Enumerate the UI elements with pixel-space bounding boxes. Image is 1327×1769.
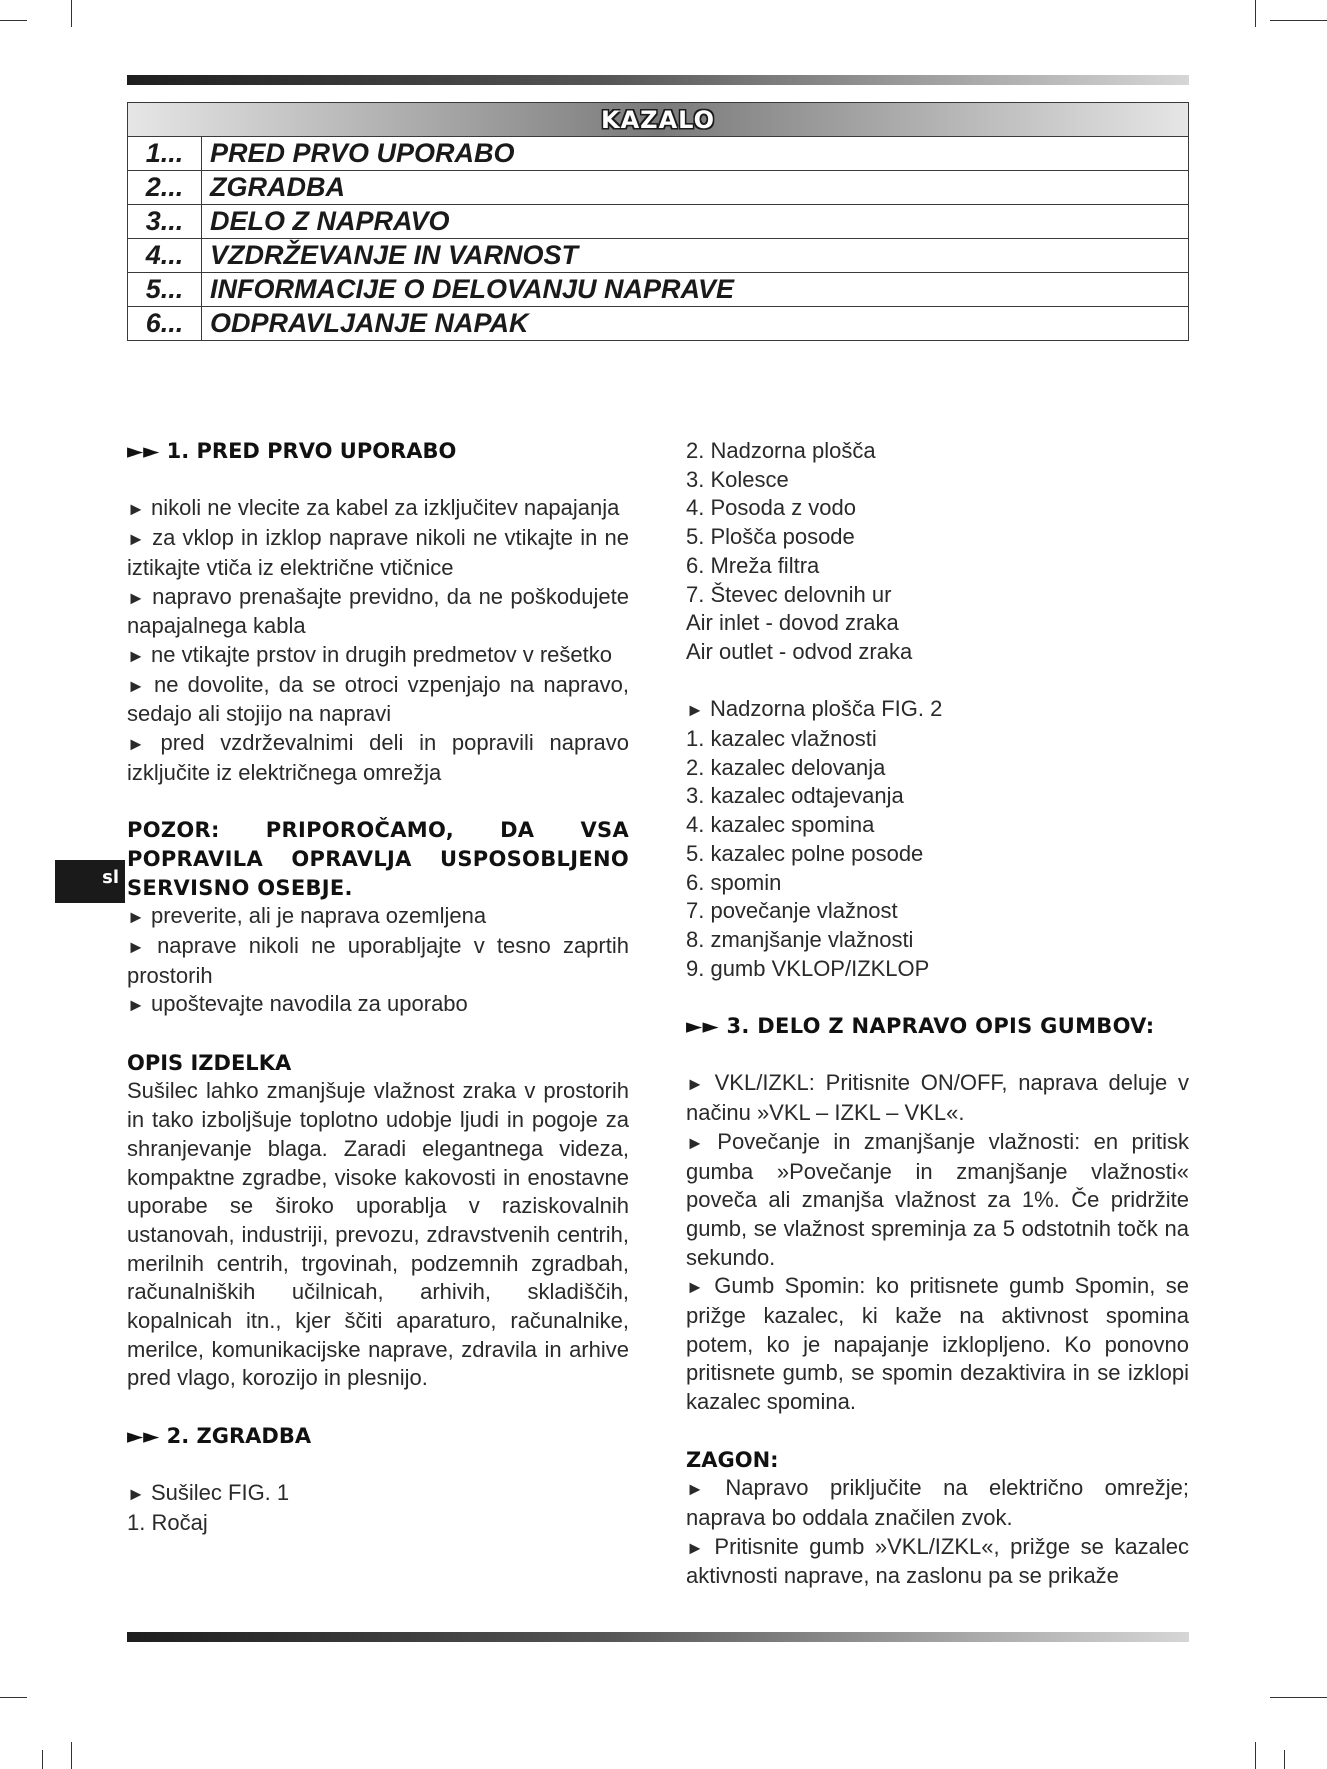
list-item: 6. spomin (686, 869, 782, 895)
bullet-triangle-icon: ► (686, 1132, 704, 1153)
section-1-heading: ►► 1. PRED PRVO UPORABO (127, 439, 457, 463)
list-item: 4. kazalec spomina (686, 812, 875, 838)
list-item: ► nikoli ne vlecite za kabel za izključitev napajanja (127, 495, 620, 521)
list-item: 7. povečanje vlažnost (686, 898, 898, 924)
list-item: 2. kazalec delovanja (686, 754, 886, 780)
list-item: ► Nadzorna plošča FIG. 2 (686, 696, 943, 722)
bullet-triangle-icon: ► (127, 499, 145, 520)
list-item: 3. kazalec odtajevanja (686, 783, 904, 809)
bullet-triangle-icon: ► (686, 1479, 704, 1500)
bullet-triangle-icon: ► (686, 1277, 704, 1298)
list-item: 9. gumb VKLOP/IZKLOP (686, 955, 930, 981)
bullet-triangle-icon: ► (127, 675, 145, 696)
right-column (686, 437, 1189, 1591)
list-item: 6. Mreža filtra (686, 552, 820, 578)
list-item: ► Gumb Spomin: ko pritisnete gumb Spomin, se prižge kazalec, ki kaže na aktivnost spomina potem, ko je napajanje izklopljeno. Ko ponovno pritisnete gumb, se spomin dezaktivira in se izklopi kazalec spomina. (686, 1273, 1189, 1415)
crop-mark (1270, 1697, 1327, 1698)
toc-label: PRED PRVO UPORABO (202, 137, 1189, 171)
bottom-gradient-bar (127, 1632, 1189, 1642)
section-3-heading: ►► 3. DELO Z NAPRAVO OPIS GUMBOV: (686, 1014, 1155, 1039)
toc-row[interactable] (128, 205, 1189, 239)
crop-mark (0, 20, 27, 21)
toc-number: 4... (128, 239, 202, 273)
list-item: ► VKL/IZKL: Pritisnite ON/OFF, naprava deluje v načinu »VKL – IZKL – VKL«. (686, 1070, 1189, 1126)
top-gradient-bar (127, 75, 1189, 85)
toc-row[interactable] (128, 171, 1189, 205)
toc-title: KAZALO (128, 103, 1189, 137)
crop-mark (1255, 1742, 1256, 1769)
toc-label: ODPRAVLJANJE NAPAK (202, 307, 1189, 341)
bullet-triangle-icon: ► (127, 587, 145, 608)
toc-number: 3... (128, 205, 202, 239)
toc-number: 5... (128, 273, 202, 307)
bullet-triangle-icon: ► (127, 529, 145, 550)
list-item: Air outlet - odvod zraka (686, 638, 913, 664)
start-heading: ZAGON: (686, 1447, 779, 1472)
toc-number: 6... (128, 307, 202, 341)
bullet-triangle-icon: ► (127, 907, 145, 928)
language-tab: sl (55, 860, 125, 903)
list-item: 1. kazalec vlažnosti (686, 726, 877, 752)
toc-row[interactable] (128, 307, 1189, 341)
list-item: ► ne vtikajte prstov in drugih predmetov v rešetko (127, 641, 612, 667)
list-item: ► Povečanje in zmanjšanje vlažnosti: en pritisk gumba »Povečanje in zmanjšanje vlažnosti« poveča ali zmanjša vlažnost za 1%. Če pridržite gumb, se vlažnost spreminja za 5 odstotnih točk na sekundo. (686, 1128, 1189, 1270)
bullet-triangle-icon: ► (686, 1074, 704, 1095)
crop-mark (0, 1697, 27, 1698)
toc-table (127, 102, 1189, 341)
list-item: ► preverite, ali je naprava ozemljena (127, 903, 487, 929)
toc-label: ZGRADBA (202, 171, 1189, 205)
list-item: ► Sušilec FIG. 1 (127, 1480, 290, 1506)
list-item: 5. Plošča posode (686, 524, 855, 550)
left-column (127, 437, 629, 1538)
list-item: ► upoštevajte navodila za uporabo (127, 991, 468, 1017)
product-description-heading: OPIS IZDELKA (127, 1050, 292, 1075)
crop-mark (1270, 20, 1327, 21)
bullet-triangle-icon: ► (127, 734, 145, 755)
list-item: 3. Kolesce (686, 466, 789, 492)
list-item: ► ne dovolite, da se otroci vzpenjajo na napravo, sedajo ali stojijo na napravi (127, 671, 629, 727)
crop-mark (1255, 0, 1256, 27)
bullet-triangle-icon: ► (686, 1537, 704, 1558)
list-item: ► Napravo priključite na električno omrežje; naprava bo oddala značilen zvok. (686, 1475, 1189, 1530)
list-item: ► za vklop in izklop naprave nikoli ne vtikajte in ne iztikajte vtiča iz električne vtičnice (127, 525, 629, 580)
crop-mark (42, 1750, 43, 1769)
toc-label: INFORMACIJE O DELOVANJU NAPRAVE (202, 273, 1189, 307)
warning-heading: POZOR: PRIPOROČAMO, DA VSA POPRAVILA OPRAVLJA USPOSOBLJENO SERVISNO OSEBJE. (127, 818, 629, 900)
list-item: 1. Ročaj (127, 1509, 208, 1535)
product-description-text: Sušilec lahko zmanjšuje vlažnost zraka v prostorih in tako izboljšuje toplotno udobje ljudi in pogoje za shranjevanje blaga. Zaradi elegantnega videza, kompaktne zgradbe, visoke kakovosti in enostavne uporabe se široko uporablja v raziskovalnih ustanovah, industriji, prevozu, zdravstvenih centrih, merilnih centrih, trgovinah, podzemnih zgradbah, računalniških učilnicah, arhivih, skladiščih, kopalnicah itn., kjer ščiti aparaturo, računalnike, merilce, komunikacijske naprave, zdravila in arhive pred vlago, korozijo in plesnijo. (127, 1078, 629, 1391)
bullet-triangle-icon: ► (127, 936, 145, 957)
toc-number: 1... (128, 137, 202, 171)
bullet-triangle-icon: ► (127, 995, 145, 1016)
crop-mark (71, 0, 72, 27)
toc-row[interactable] (128, 273, 1189, 307)
crop-mark (71, 1742, 72, 1769)
list-item: ► pred vzdrževalnimi deli in popravili napravo izključite iz električnega omrežja (127, 730, 629, 785)
list-item: Air inlet - dovod zraka (686, 610, 899, 636)
bullet-triangle-icon: ► (686, 700, 704, 721)
toc-row[interactable] (128, 137, 1189, 171)
list-item: ► Pritisnite gumb »VKL/IZKL«, prižge se kazalec aktivnosti naprave, na zaslonu pa se prikaže (686, 1533, 1189, 1589)
section-2-heading: ►► 2. ZGRADBA (127, 1423, 312, 1448)
list-item: 7. Števec delovnih ur (686, 581, 892, 607)
toc-label: DELO Z NAPRAVO (202, 205, 1189, 239)
crop-mark (1284, 1750, 1285, 1769)
list-item: 2. Nadzorna plošča (686, 438, 876, 463)
bullet-triangle-icon: ► (127, 645, 145, 666)
list-item: 8. zmanjšanje vlažnosti (686, 926, 914, 952)
toc-label: VZDRŽEVANJE IN VARNOST (202, 239, 1189, 273)
list-item: ► napravo prenašajte previdno, da ne poškodujete napajalnega kabla (127, 583, 629, 639)
toc-row[interactable] (128, 239, 1189, 273)
list-item: 4. Posoda z vodo (686, 495, 857, 521)
bullet-triangle-icon: ► (127, 1484, 145, 1505)
list-item: ► naprave nikoli ne uporabljajte v tesno zaprtih prostorih (127, 932, 629, 988)
toc-number: 2... (128, 171, 202, 205)
list-item: 5. kazalec polne posode (686, 840, 924, 866)
